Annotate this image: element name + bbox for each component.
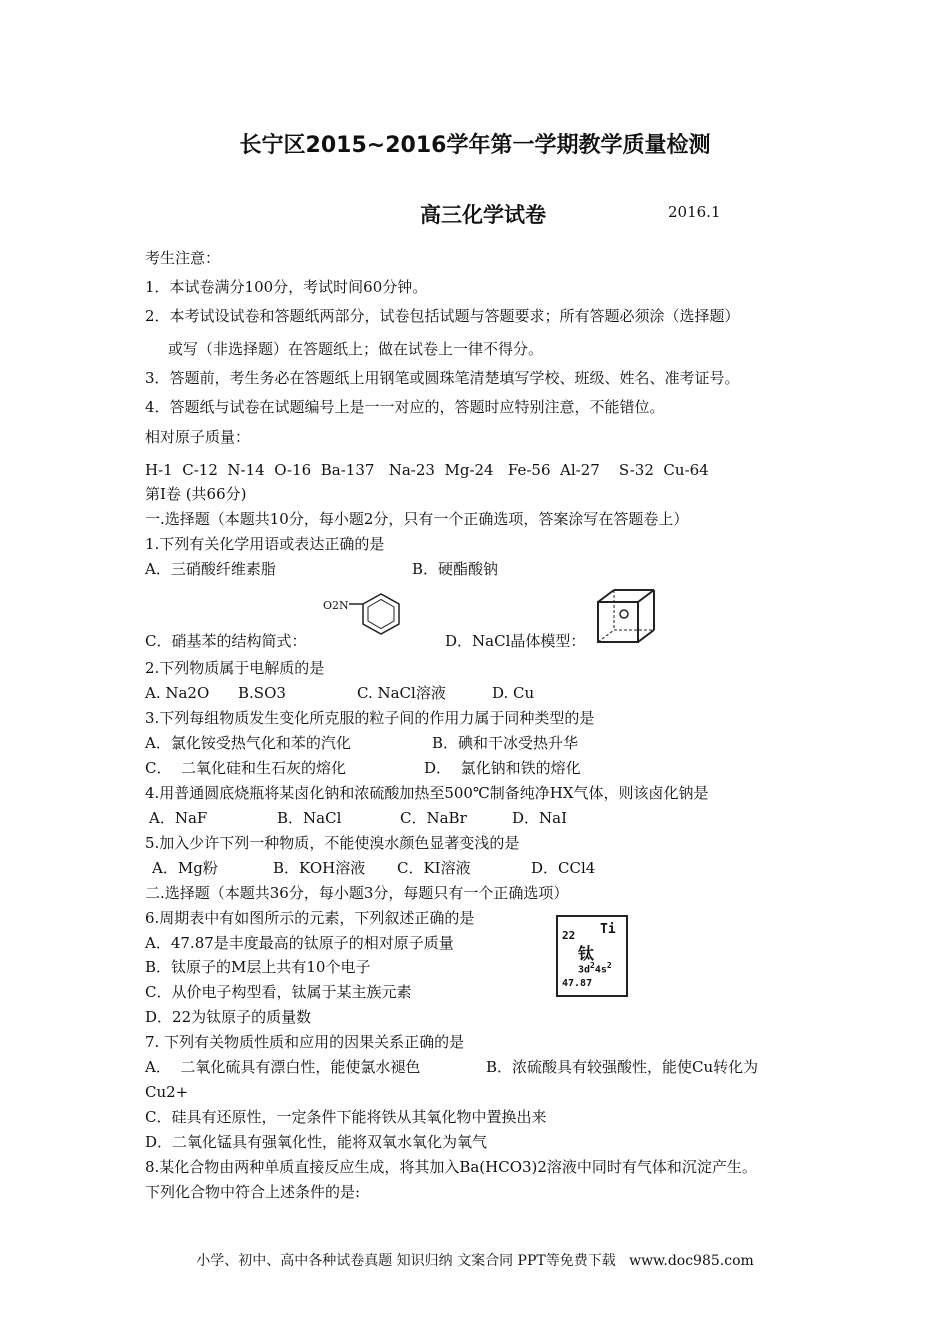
notice-item: 2．本考试设试卷和答题纸两部分，试卷包括试题与答题要求；所有答题必须涂（选择题） xyxy=(145,307,740,325)
question-4-stem: 4.用普通圆底烧瓶将某卤化钠和浓硫酸加热至500℃制备纯净HX气体，则该卤化钠是 xyxy=(145,784,709,802)
option-7b: B．浓硫酸具有较强酸性，能使Cu转化为 xyxy=(486,1058,759,1076)
option-7b-continued: Cu2+ xyxy=(145,1083,189,1101)
question-6-stem: 6.周期表中有如图所示的元素，下列叙述正确的是 xyxy=(145,909,475,927)
option-1b: B．硬酯酸钠 xyxy=(412,560,499,578)
option-2b: B.SO3 xyxy=(238,684,286,702)
page-subtitle: 高三化学试卷 xyxy=(420,203,546,227)
option-1d: D．NaCl晶体模型： xyxy=(445,632,586,650)
question-3-stem: 3.下列每组物质发生变化所克服的粒子间的作用力属于同种类型的是 xyxy=(145,709,595,727)
notice-item: 1．本试卷满分100分，考试时间60分钟。 xyxy=(145,278,428,296)
option-6c: C．从价电子构型看，钛属于某主族元素 xyxy=(145,983,412,1001)
option-7c: C．硅具有还原性，一定条件下能将铁从其氧化物中置换出来 xyxy=(145,1108,547,1126)
question-5-stem: 5.加入少许下列一种物质，不能使溴水颜色显著变浅的是 xyxy=(145,834,520,852)
nacl-crystal-model xyxy=(594,586,660,648)
atomic-mass: 47.87 xyxy=(562,978,593,989)
section-heading: 一.选择题（本题共10分，每小题2分，只有一个正确选项，答案涂写在答题卷上） xyxy=(145,510,689,528)
notice-item: 或写（非选择题）在答题纸上；做在试卷上一律不得分。 xyxy=(168,340,544,358)
nitrobenzene-label: O2N xyxy=(323,599,349,612)
option-3d: D． 氯化钠和铁的熔化 xyxy=(424,759,581,777)
option-1c: C．硝基苯的结构简式： xyxy=(145,632,307,650)
option-3a: A．氯化铵受热气化和苯的汽化 xyxy=(145,734,351,752)
option-4d: D．NaI xyxy=(512,809,568,827)
notice-heading: 考生注意： xyxy=(145,249,221,267)
option-3c: C． 二氧化硅和生石灰的熔化 xyxy=(145,759,347,777)
option-7a: A． 二氧化硫具有漂白性，能使氯水褪色 xyxy=(145,1058,421,1076)
option-2a: A. Na2O xyxy=(145,684,210,702)
question-2-stem: 2.下列物质属于电解质的是 xyxy=(145,659,325,677)
option-6b: B．钛原子的M层上共有10个电子 xyxy=(145,958,371,976)
question-7-stem: 7. 下列有关物质性质和应用的因果关系正确的是 xyxy=(145,1033,465,1051)
option-6d: D．22为钛原子的质量数 xyxy=(145,1008,312,1026)
option-2c: C. NaCl溶液 xyxy=(357,684,446,702)
atomic-mass-list: H-1 C-12 N-14 O-16 Ba-137 Na-23 Mg-24 Fe-56 Al-27 S-32 Cu-64 xyxy=(145,461,709,479)
nitrobenzene-structure xyxy=(343,584,413,644)
question-8-stem-continued: 下列化合物中符合上述条件的是: xyxy=(145,1183,361,1201)
option-1a: A．三硝酸纤维素脂 xyxy=(145,560,276,578)
electron-config: $3d^24s^2$ xyxy=(578,961,612,976)
option-5d: D．CCl4 xyxy=(531,859,596,877)
question-8-stem: 8.某化合物由两种单质直接反应生成，将其加入Ba(HCO3)2溶液中同时有气体和沉淀产生。 xyxy=(145,1158,757,1176)
option-6a: A．47.87是丰度最高的钛原子的相对原子质量 xyxy=(145,934,454,952)
page-footer: 小学、初中、高中各种试卷真题 知识归纳 文案合同 PPT等免费下载 www.doc985.com xyxy=(196,1253,754,1269)
atomic-mass-label: 相对原子质量： xyxy=(145,428,251,446)
option-4c: C．NaBr xyxy=(400,809,467,827)
option-5b: B．KOH溶液 xyxy=(273,859,366,877)
notice-item: 4．答题纸与试卷在试题编号上是一一对应的，答题时应特别注意，不能错位。 xyxy=(145,398,665,416)
notice-item: 3．答题前，考生务必在答题纸上用钢笔或圆珠笔清楚填写学校、班级、姓名、准考证号。 xyxy=(145,369,740,387)
page-title: 长宁区2015~2016学年第一学期教学质量检测 xyxy=(239,133,711,158)
exam-date: 2016.1 xyxy=(668,203,721,221)
element-card-titanium xyxy=(556,915,628,997)
option-3b: B．碘和干冰受热升华 xyxy=(432,734,579,752)
option-5a: A．Mg粉 xyxy=(152,859,218,877)
question-1-stem: 1.下列有关化学用语或表达正确的是 xyxy=(145,535,385,553)
option-7d: D．二氧化锰具有强氧化性，能将双氧水氧化为氧气 xyxy=(145,1133,488,1151)
option-2d: D. Cu xyxy=(492,684,535,702)
option-4b: B．NaCl xyxy=(277,809,342,827)
element-name: 钛 xyxy=(578,944,595,963)
option-5c: C．KI溶液 xyxy=(397,859,471,877)
volume-heading: 第I卷 (共66分) xyxy=(145,485,247,503)
option-4a: A．NaF xyxy=(149,809,208,827)
section-heading: 二.选择题（本题共36分，每小题3分，每题只有一个正确选项） xyxy=(145,884,569,902)
atomic-number: 22 xyxy=(562,929,576,942)
element-symbol: Ti xyxy=(600,922,616,937)
